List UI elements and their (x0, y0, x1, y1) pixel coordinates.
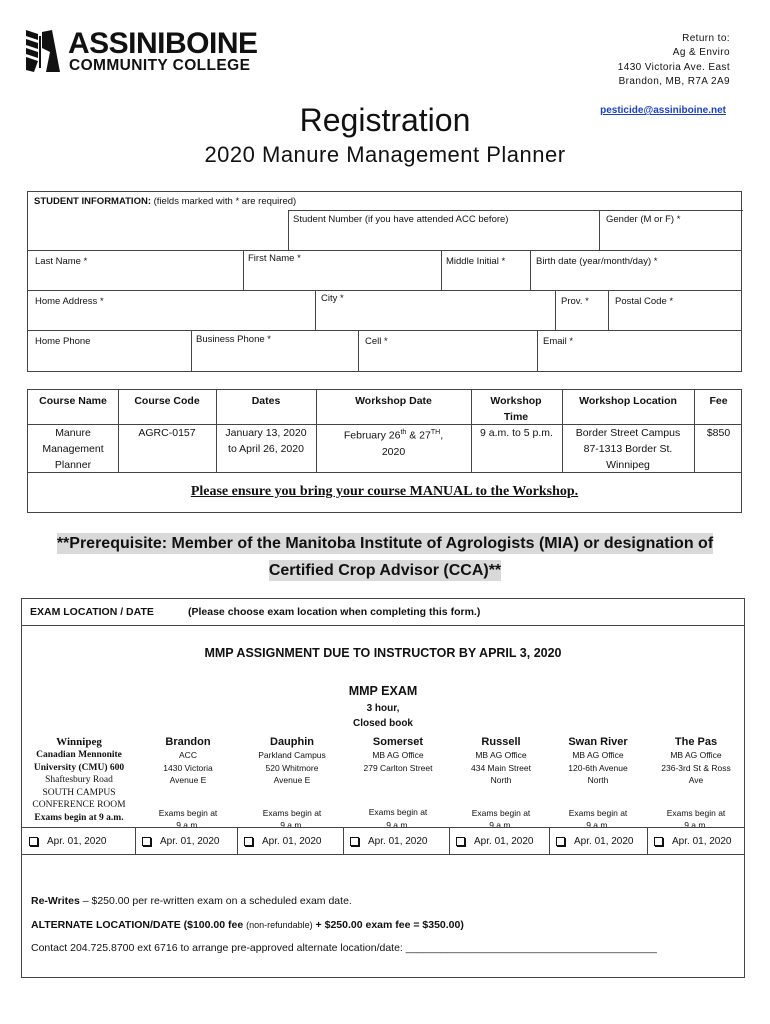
course-table (27, 389, 742, 513)
location-line: Avenue E (273, 775, 311, 785)
fee-header: Fee (709, 395, 728, 407)
location-name: Dauphin (270, 736, 314, 748)
middle-initial-field[interactable]: Middle Initial * (446, 256, 506, 267)
city-field[interactable]: City * (321, 293, 344, 304)
alternate-text: + $250.00 exam fee = $350.00) (312, 919, 464, 931)
location-name: Somerset (372, 736, 424, 748)
workshop-location-header: Workshop Location (579, 395, 677, 407)
exam-section (21, 598, 745, 978)
exam-date: Apr. 01, 2020 (47, 835, 107, 847)
exam-location-russell (452, 735, 550, 832)
alternate-refund-note: (non-refundable) (246, 920, 313, 930)
location-line: 279 Carlton Street (363, 762, 433, 773)
location-line: Shaftesbury Road (45, 775, 113, 785)
college-logo-mark-icon (24, 28, 64, 74)
exam-location-note: (Please choose exam location when completing this form.) (188, 606, 481, 618)
exam-begin-time: 9 a.m. (386, 819, 410, 830)
checkbox-icon[interactable] (142, 837, 151, 846)
exam-begin-time: Exams begin at 9 a.m. (34, 812, 124, 823)
location-line: North (490, 775, 512, 785)
dates-cell: January 13, 2020 to April 26, 2020 (225, 427, 307, 455)
exam-begin-time: Exams begin at (666, 807, 726, 818)
home-address-field[interactable]: Home Address * (35, 296, 104, 307)
page-title: Registration (299, 102, 471, 138)
exam-begin-time: Exams begin at (368, 807, 428, 817)
alternate-text: ALTERNATE LOCATION/DATE ($100.00 fee (31, 919, 247, 931)
location-line: SOUTH CAMPUS (42, 787, 116, 798)
location-line: MB AG Office (372, 750, 424, 760)
exam-begin-time: 9 a.m. (489, 820, 513, 830)
logo-name: ASSINIBOINE (68, 27, 258, 60)
exam-location-winnipeg (24, 735, 134, 824)
exam-date: Apr. 01, 2020 (574, 835, 634, 847)
birth-date-field[interactable]: Birth date (year/month/day) * (536, 256, 658, 267)
exam-location-dauphin (242, 735, 342, 832)
checkbox-icon[interactable] (556, 837, 565, 846)
exam-begin-time: Exams begin at (158, 807, 218, 818)
exam-date-option-brandon[interactable] (135, 828, 220, 854)
exam-date-option-dauphin[interactable] (237, 828, 322, 854)
manual-reminder: Please ensure you bring your course MANUAL to the Workshop. (190, 484, 579, 499)
exam-begin-time: 9 a.m. (280, 820, 304, 830)
exam-date: Apr. 01, 2020 (262, 835, 322, 847)
exam-begin-time: 9 a.m. (176, 820, 200, 830)
exam-date: Apr. 01, 2020 (368, 835, 428, 847)
exam-closed-book: Closed book (352, 718, 413, 729)
home-phone-field[interactable]: Home Phone (35, 336, 91, 347)
exam-begin-time: Exams begin at (568, 807, 628, 818)
workshop-location-cell: Border Street Campus 87-1313 Border St. Winnipeg (575, 427, 681, 471)
province-field[interactable]: Prov. * (561, 296, 589, 307)
location-line: Parkland Campus (258, 750, 326, 760)
location-line: University (CMU) 600 (33, 762, 125, 773)
location-line: 236-3rd St & Ross (661, 762, 731, 773)
course-name-cell: Manure Management Planner (42, 427, 104, 471)
workshop-date-sup: th (400, 429, 407, 436)
exam-date: Apr. 01, 2020 (474, 835, 534, 847)
exam-title: MMP EXAM (348, 684, 418, 698)
workshop-time-cell: 9 a.m. to 5 p.m. (480, 427, 553, 439)
exam-location-the-pas (648, 735, 744, 832)
workshop-date-part: & 27 (406, 429, 431, 442)
logo-subname: COMMUNITY COLLEGE (69, 57, 251, 74)
exam-location-swan-river (550, 735, 646, 832)
gender-field[interactable]: Gender (M or F) * (606, 214, 681, 225)
student-number-field[interactable]: Student Number (if you have attended ACC before) (293, 214, 509, 225)
prerequisite-line: Certified Crop Advisor (CCA)** (268, 562, 502, 579)
location-name: The Pas (674, 736, 718, 748)
college-logo (24, 28, 264, 76)
checkbox-icon[interactable] (244, 837, 253, 846)
location-line: 120-6th Avenue (568, 762, 628, 773)
location-line: MB AG Office (572, 750, 624, 760)
exam-date-option-the-pas[interactable] (647, 828, 732, 854)
student-info-heading (34, 196, 296, 208)
location-line: Avenue E (169, 775, 207, 785)
location-name: Winnipeg (56, 736, 102, 748)
exam-duration: 3 hour, (366, 703, 400, 714)
return-address (618, 32, 730, 89)
location-line: MB AG Office (475, 750, 527, 760)
exam-location-brandon (140, 735, 236, 832)
location-line: Ave (688, 775, 704, 785)
workshop-date-part: , (440, 429, 444, 442)
location-line: North (587, 775, 609, 785)
exam-date-option-russell[interactable] (449, 828, 534, 854)
prerequisite-note (0, 530, 770, 584)
rewrites-label: Re-Writes (31, 895, 80, 907)
exam-date: Apr. 01, 2020 (160, 835, 220, 847)
postal-code-field[interactable]: Postal Code * (615, 296, 674, 307)
workshop-date-year: 2020 (381, 445, 406, 458)
location-line: 520 Whitmore (265, 762, 319, 773)
course-code-cell: AGRC-0157 (138, 427, 196, 439)
assignment-due-notice: MMP ASSIGNMENT DUE TO INSTRUCTOR BY APRIL 3, 2020 (204, 646, 562, 660)
dates-header: Dates (251, 395, 281, 407)
email-field[interactable]: Email * (543, 336, 574, 347)
exam-begin-time: 9 a.m. (586, 820, 610, 830)
location-line: CONFERENCE ROOM (32, 800, 126, 810)
location-line: Canadian Mennonite (36, 750, 122, 760)
workshop-time-header: Workshop Time (490, 395, 542, 423)
alternate-contact-line[interactable]: Contact 204.725.8700 ext 6716 to arrange pre-approved alternate location/date: ___________________________________________ (31, 942, 657, 954)
exam-begin-time: Exams begin at (471, 807, 531, 818)
location-name: Russell (481, 736, 521, 748)
return-line: 1430 Victoria Ave. East (617, 61, 730, 73)
exam-begin-time: Exams begin at (262, 807, 322, 818)
location-line: 1430 Victoria (163, 762, 213, 773)
workshop-date-header: Workshop Date (355, 395, 432, 407)
alternate-location-note (31, 919, 464, 931)
prerequisite-line: **Prerequisite: Member of the Manitoba Institute of Agrologists (MIA) or designation of (56, 535, 714, 552)
exam-location-label: EXAM LOCATION / DATE (30, 606, 154, 618)
course-code-header: Course Code (134, 395, 200, 407)
business-phone-field[interactable]: Business Phone * (196, 334, 271, 345)
exam-date-option-somerset[interactable] (343, 828, 428, 854)
exam-location-somerset (348, 735, 448, 831)
return-line: Brandon, MB, R7A 2A9 (618, 75, 730, 87)
location-name: Swan River (568, 736, 628, 748)
rewrites-note (31, 895, 352, 907)
first-name-field[interactable]: First Name * (248, 253, 301, 264)
course-name-header: Course Name (39, 395, 107, 407)
location-name: Brandon (165, 736, 211, 748)
exam-date: Apr. 01, 2020 (672, 835, 732, 847)
exam-date-option-winnipeg[interactable] (22, 828, 107, 854)
contact-email-link[interactable]: pesticide@assiniboine.net (600, 105, 726, 116)
checkbox-icon[interactable] (350, 837, 359, 846)
student-info-section (27, 191, 742, 372)
checkbox-icon[interactable] (29, 837, 38, 846)
checkbox-icon[interactable] (456, 837, 465, 846)
location-line: 434 Main Street (470, 762, 531, 773)
location-line: MB AG Office (670, 750, 722, 760)
location-line: ACC (179, 750, 197, 760)
return-line: Return to: (682, 33, 730, 44)
last-name-field[interactable]: Last Name * (35, 256, 88, 267)
rewrites-text: – $250.00 per re-written exam on a scheduled exam date. (79, 895, 352, 907)
exam-date-row (22, 827, 744, 855)
workshop-date-cell (316, 425, 471, 460)
checkbox-icon[interactable] (654, 837, 663, 846)
student-info-title: STUDENT INFORMATION: (34, 196, 151, 207)
page-subtitle: 2020 Manure Management Planner (204, 142, 566, 167)
return-line: Ag & Enviro (672, 47, 730, 59)
workshop-date-part: February 26 (343, 429, 401, 442)
exam-date-option-swan-river[interactable] (549, 828, 634, 854)
fee-cell: $850 (706, 427, 731, 439)
cell-phone-field[interactable]: Cell * (365, 336, 388, 347)
exam-begin-time: 9 a.m. (684, 820, 708, 830)
student-info-note: (fields marked with * are required) (153, 196, 297, 207)
workshop-date-sup: TH (430, 429, 441, 436)
